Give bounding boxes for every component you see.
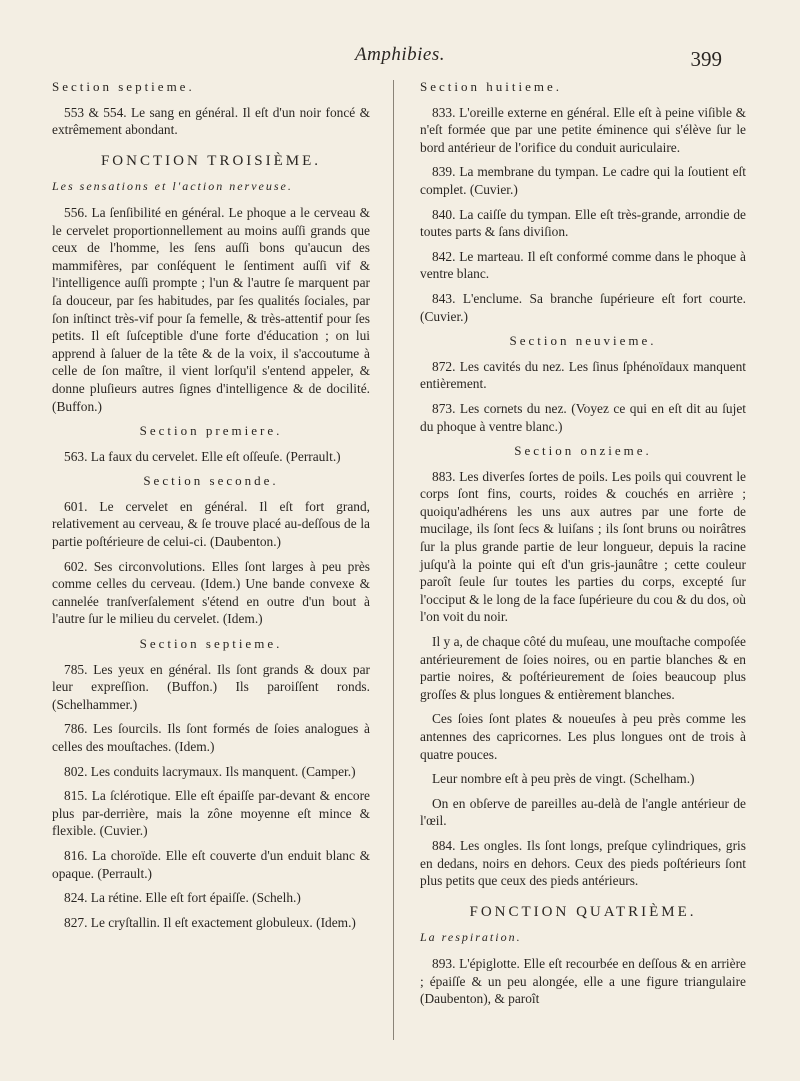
paragraph: 873. Les cornets du nez. (Voyez ce qui en eſt dit au ſujet du phoque à ventre blanc.): [420, 400, 746, 434]
paragraph: 872. Les cavités du nez. Les ſinus ſphénoïdaux manquent entièrement.: [420, 358, 746, 392]
section-heading: Section onzieme.: [514, 443, 652, 459]
paragraph: 563. La faux du cervelet. Elle eſt oſſeuſe. (Perrault.): [64, 448, 341, 464]
paragraph: 833. L'oreille externe en général. Elle eſt à peine viſible & n'eſt formée que par une petite éminence qui s'élève ſur le bord antérieur de l'orifice du conduit auriculaire.: [420, 104, 746, 155]
section-heading: Section seconde.: [143, 473, 279, 489]
page-number: 399: [690, 47, 722, 71]
paragraph: Leur nombre eſt à peu près de vingt. (Schelham.): [432, 771, 695, 787]
section-heading: Section septieme.: [52, 79, 195, 94]
paragraph: 843. L'enclume. Sa branche ſupérieure eſt fort courte. (Cuvier.): [420, 290, 746, 324]
paragraph: 815. La ſclérotique. Elle eſt épaiſſe par-devant & encore plus par-derrière, mais la zône moyenne eſt mince & flexible. (Cuvier.): [52, 788, 370, 839]
function-subheading: Les sensations et l'action nerveuse.: [52, 179, 293, 194]
paragraph: 840. La caiſſe du tympan. Elle eſt très-grande, arrondie de toutes parts & ſans diviſion.: [420, 206, 746, 240]
paragraph: 601. Le cervelet en général. Il eſt fort grand, relativement au cerveau, & ſe trouve placé au-deſſous de la partie poſtérieure de celui-ci. (Daubenton.): [52, 498, 370, 550]
function-heading: FONCTION QUATRIÈME.: [469, 903, 697, 920]
paragraph: 884. Les ongles. Ils ſont longs, preſque cylindriques, gris en dedans, noirs en dehors. Ceux des pieds poſtérieurs ſont plus petits que ceux des pieds antérieurs.: [420, 837, 746, 889]
left-column: [52, 78, 370, 938]
paragraph: Ces ſoies ſont plates & noueuſes à peu près comme les antennes des capricornes. Les plus longues ont de trois à quatre pouces.: [420, 711, 746, 762]
paragraph: 553 & 554. Le sang en général. Il eſt d'un noir foncé & extrêmement abondant.: [52, 104, 370, 138]
running-title: Amphibies.: [355, 44, 445, 65]
paragraph: 602. Ses circonvolutions. Elles ſont larges à peu près comme celles du cerveau. (Idem.) Une bande convexe & cannelée tranſverſalement s'étend en outre d'un bout à l'autre ſur le milieu du cervelet. (Idem.): [52, 558, 370, 627]
paragraph: 827. Le cryſtallin. Il eſt exactement globuleux. (Idem.): [64, 914, 356, 930]
paragraph: 786. Les ſourcils. Ils ſont formés de ſoies analogues à celles des mouſtaches. (Idem.): [52, 721, 370, 754]
paragraph: On en obſerve de pareilles au-delà de l'angle antérieur de l'œil.: [420, 795, 746, 829]
function-heading: FONCTION TROISIÈME.: [100, 152, 322, 169]
section-heading: Section premiere.: [139, 423, 283, 439]
paragraph: 802. Les conduits lacrymaux. Ils manquent. (Camper.): [64, 763, 356, 779]
paragraph: 839. La membrane du tympan. Le cadre qui la ſoutient eſt complet. (Cuvier.): [420, 164, 746, 197]
paragraph: Il y a, de chaque côté du muſeau, une mouſtache compoſée antérieurement de ſoies noires, ou en partie blanches & en partie noires, & poſtérieurement de ſoies beaucoup plus groſſes & plus longues & entièrement blanches.: [420, 634, 746, 702]
section-heading: Section septieme.: [139, 636, 283, 652]
right-column: [420, 78, 746, 1015]
paragraph: 883. Les diverſes ſortes de poils. Les poils qui couvrent le corps ſont fins, courts, roides & couchés en arrière ; quoiqu'adhérens les uns aux autres par une forte de mucilage, ils ſont ſecs & luiſans ; ils ſont bruns ou noirâtres ſur la plus grande partie de leur longueur, depuis la racine juſqu'à la pointe qui eſt d'un gris-jaunâtre ; cette couleur paroît ſeule ſur toutes les parties du corps, excepté ſur l'occiput & le long de la face ſupérieure du cou & du dos, où l'on voit du noir.: [420, 468, 746, 625]
column-divider: [393, 80, 394, 1040]
paragraph: 842. Le marteau. Il eſt conformé comme dans le phoque à ventre blanc.: [420, 248, 746, 282]
section-heading: Section neuvieme.: [509, 333, 657, 349]
paragraph: 785. Les yeux en général. Ils ſont grands & doux par leur expreſſion. (Buffon.) Ils paroiſſent ronds. (Schelhammer.): [52, 661, 370, 712]
paragraph: 893. L'épiglotte. Elle eſt recourbée en deſſous & en arrière ; épaiſſe & un peu alongée, elle a une figure triangulaire (Daubenton), & paroît: [420, 955, 746, 1007]
function-subheading: La respiration.: [420, 930, 522, 945]
section-heading: Section huitieme.: [420, 79, 562, 94]
paragraph: 824. La rétine. Elle eſt fort épaiſſe. (Schelh.): [64, 890, 301, 906]
paragraph: 556. La ſenſibilité en général. Le phoque a le cerveau & le cervelet proportionnellement au moins auſſi grands que ceux de l'homme, les ſens auſſi bons qu'aucun des mammifères, par conſéquent le ſentiment auſſi vif & l'intelligence auſſi prompte ; l'un & l'autre ſe marquent par ſa douceur, par ſes habitudes, par ſes qualités ſociales, par ſon inſtinct très-vif pour ſa femelle, & très-attentif pour ſes petits. Il eſt ſuſceptible d'une forte d'éducation ; on lui apprend à ſaluer de la tête & de la voix, il s'accoutume à celle de ſon maître, il vient lorſqu'il s'entend appeler, & donne pluſieurs autres ſignes d'intelligence & de docilité. (Buffon.): [52, 204, 370, 414]
paragraph: 816. La choroïde. Elle eſt couverte d'un enduit blanc & opaque. (Perrault.): [52, 847, 370, 881]
